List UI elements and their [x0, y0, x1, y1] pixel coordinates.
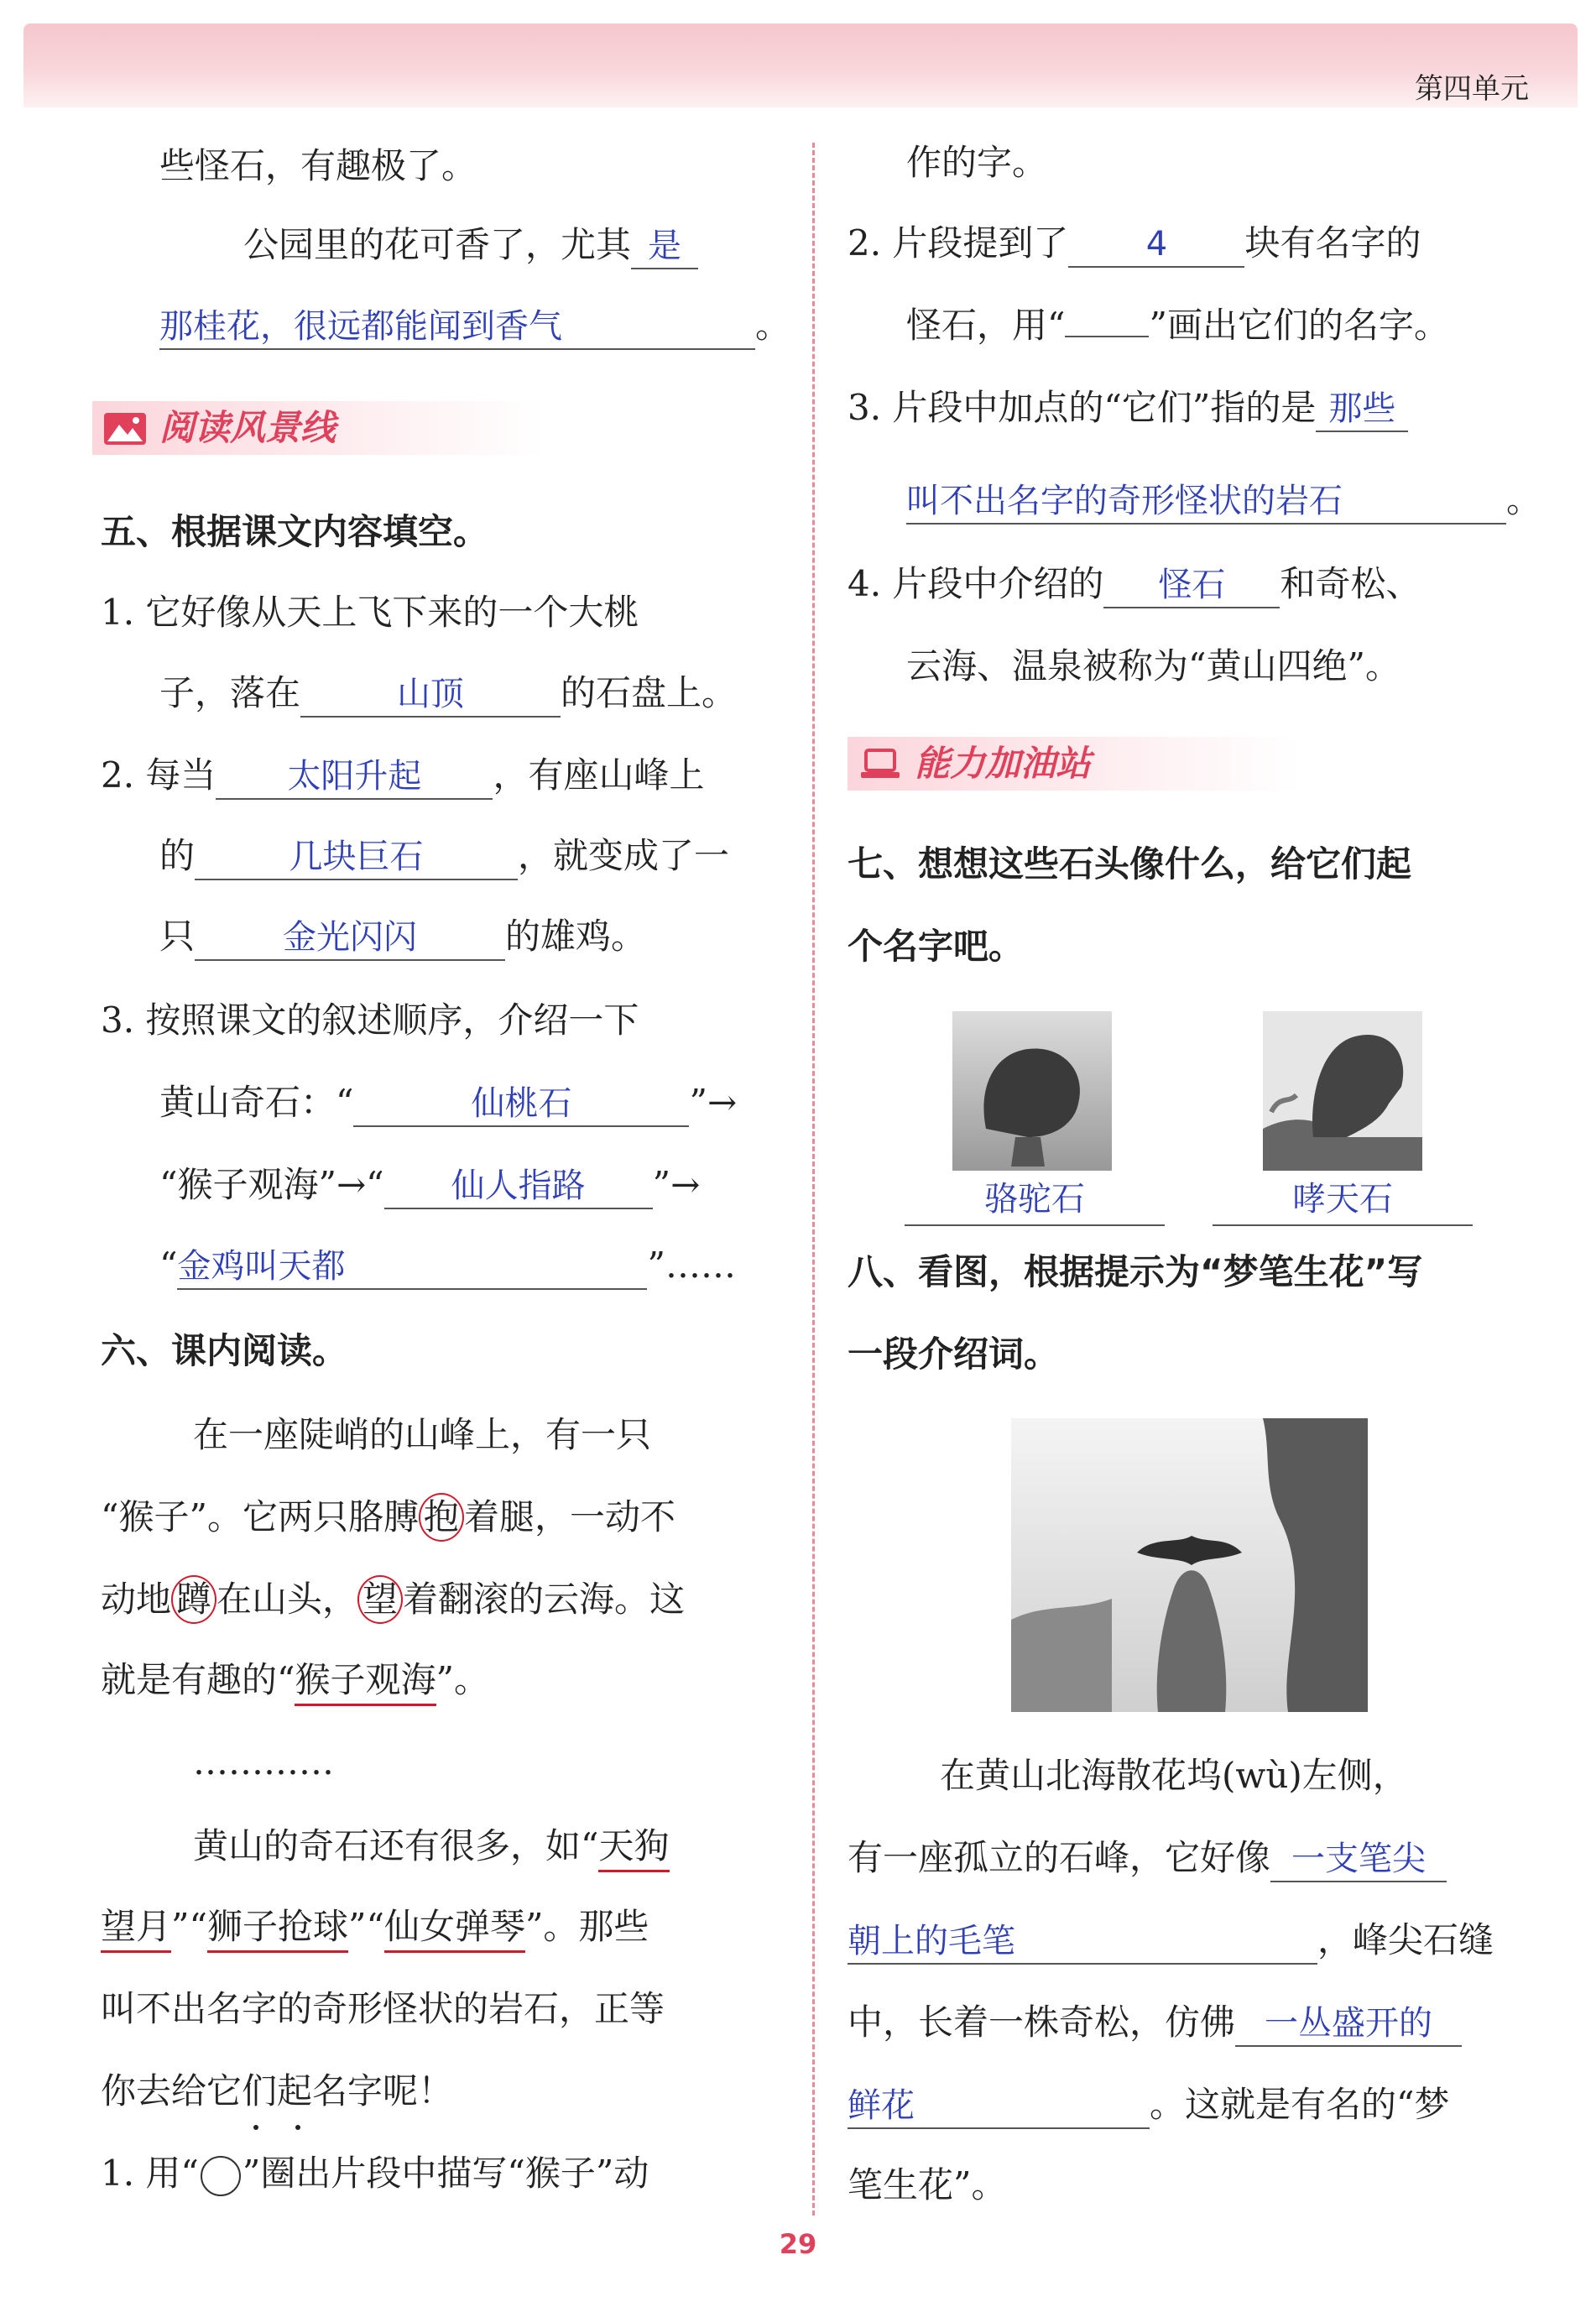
q7-title-2: 个名字吧。: [848, 926, 1025, 967]
mengbi-shenghua-photo: [1011, 1418, 1368, 1712]
stone2-answer[interactable]: 哮天石: [1213, 1173, 1473, 1226]
underlined-name-1: 猴子观海: [295, 1659, 436, 1706]
circled-char-1: 抱: [419, 1493, 464, 1542]
column-divider: [812, 143, 815, 2216]
blank-r2[interactable]: 4: [1068, 222, 1244, 268]
camel-stone-photo: [952, 1011, 1112, 1171]
passage-line-6: 黄山的奇石还有很多，如“天狗: [193, 1821, 670, 1871]
passage-line-9: 你去给它们起名字呢！: [101, 2070, 454, 2111]
section-tag-ability: 能力加油站: [848, 737, 1301, 791]
right-q4-line-2: 云海、温泉被称为“黄山四绝”。: [906, 645, 1400, 686]
blank-q5-3d[interactable]: 金鸡叫天都: [177, 1245, 647, 1290]
q7-title-1: 七、想想这些石头像什么，给它们起: [848, 843, 1412, 885]
q5-2c: 只 金光闪闪 的雄鸡。: [159, 911, 646, 962]
underlined-name-4: 仙女弹琴: [384, 1906, 525, 1953]
q8-line-1: 在黄山北海散花坞(wù)左侧，: [940, 1755, 1408, 1796]
left-line-2: 公园里的花可香了，尤其 是: [243, 220, 698, 270]
stone1-answer[interactable]: 骆驼石: [905, 1173, 1165, 1226]
blank-r12[interactable]: 鲜花: [848, 2084, 1150, 2129]
blank-q5-2b[interactable]: 几块巨石: [195, 835, 518, 880]
q8-line-4: 中，长着一株奇松，仿佛 一丛盛开的: [848, 1997, 1462, 2048]
right-q4-line-1: 4. 片段中介绍的 怪石 和奇松、: [848, 559, 1421, 609]
q5-2b: 的 几块巨石 ，就变成了一: [159, 831, 729, 881]
blank-q5-1[interactable]: 山顶: [300, 672, 561, 718]
right-q3-line-2: 叫不出名字的奇形怪状的岩石 。: [906, 475, 1541, 525]
passage-line-8: 叫不出名字的奇形怪状的岩石，正等: [101, 1988, 665, 2029]
q8-line-5: 鲜花 。这就是有名的“梦: [848, 2080, 1449, 2130]
circled-char-2: 蹲: [171, 1575, 216, 1624]
circle-symbol: [201, 2156, 241, 2196]
blank-l2[interactable]: 是: [631, 224, 698, 269]
right-line-1: 作的字。: [906, 142, 1048, 183]
circled-char-3: 望: [357, 1575, 403, 1624]
passage-line-4: 就是有趣的“猴子观海”。: [101, 1655, 489, 1705]
right-q2-line-1: 2. 片段提到了 4 块有名字的: [848, 218, 1421, 269]
blank-q5-3c[interactable]: 仙人指路: [384, 1164, 653, 1209]
blank-r10[interactable]: 朝上的毛笔: [848, 1919, 1317, 1965]
passage-line-3: 动地 蹲 在山头， 望 着翻滚的云海。这: [101, 1574, 685, 1625]
right-q3-line-1: 3. 片段中加点的“它们”指的是 那些: [848, 383, 1408, 433]
passage-ellipsis: …………: [193, 1741, 334, 1782]
blank-r9[interactable]: 一支笔尖: [1270, 1837, 1447, 1882]
q8-title-1: 八、看图，根据提示为“梦笔生花”写: [848, 1251, 1423, 1292]
q5-3b: 黄山奇石：“ 仙桃石 ”→: [159, 1078, 737, 1128]
q8-title-2: 一段介绍词。: [848, 1334, 1060, 1375]
blank-q5-3b[interactable]: 仙桃石: [353, 1082, 689, 1127]
blank-r5[interactable]: 叫不出名字的奇形怪状的岩石: [906, 479, 1506, 525]
blank-r6[interactable]: 怪石: [1103, 563, 1280, 608]
landscape-icon: [104, 413, 146, 445]
q6-1: 1. 用“ ”圈出片段中描写“猴子”动: [101, 2148, 649, 2199]
blank-r11[interactable]: 一丛盛开的: [1235, 2002, 1462, 2047]
blank-r3-marker[interactable]: [1065, 336, 1149, 337]
underlined-name-2a: 天狗: [598, 1825, 669, 1872]
q8-line-2: 有一座孤立的石峰，它好像 一支笔尖: [848, 1833, 1447, 1883]
page-number: 29: [779, 2228, 817, 2260]
passage-line-1: 在一座陡峭的山峰上，有一只: [193, 1414, 652, 1455]
blank-q5-2a[interactable]: 太阳升起: [216, 754, 493, 800]
q6-title: 六、课内阅读。: [101, 1330, 348, 1371]
xiaotian-stone-photo: [1263, 1011, 1422, 1171]
passage-line-7: 望月”“狮子抢球”“仙女弹琴”。那些: [101, 1902, 649, 1952]
q5-3d: “金鸡叫天都 ”……: [159, 1240, 736, 1291]
q5-3a: 3. 按照课文的叙述顺序，介绍一下: [101, 1000, 639, 1041]
q8-line-6: 笔生花”。: [848, 2164, 1007, 2205]
left-line-1: 些怪石，有趣极了。: [159, 145, 477, 186]
q8-line-3: 朝上的毛笔 ，峰尖石缝: [848, 1915, 1494, 1965]
emphasis-dot-1: [253, 2125, 258, 2130]
blank-r4[interactable]: 那些: [1316, 387, 1408, 432]
laptop-icon: [859, 749, 901, 780]
emphasis-dot-2: [295, 2125, 300, 2130]
blank-q5-2c[interactable]: 金光闪闪: [195, 916, 505, 961]
q5-1a: 1. 它好像从天上飞下来的一个大桃: [101, 592, 639, 633]
q5-2a: 2. 每当 太阳升起 ，有座山峰上: [101, 750, 704, 801]
unit-label: 第四单元: [1415, 72, 1529, 106]
left-line-3: 那桂花，很远都能闻到香气 。: [159, 300, 790, 351]
q5-1b: 子，落在 山顶 的石盘上。: [159, 668, 737, 718]
underlined-name-3: 狮子抢球: [207, 1906, 348, 1953]
right-q2-line-2: 怪石，用“ ”画出它们的名字。: [906, 305, 1449, 346]
underlined-name-2b: 望月: [101, 1906, 171, 1953]
blank-l3[interactable]: 那桂花，很远都能闻到香气: [159, 305, 755, 350]
section-tag-reading: 阅读风景线: [92, 401, 545, 455]
passage-line-2: “猴子”。它两只胳膊 抱 着腿，一动不: [101, 1492, 675, 1542]
q5-3c: “猴子观海”→“ 仙人指路 ”→: [159, 1160, 700, 1210]
header-band: [23, 23, 1578, 107]
q5-title: 五、根据课文内容填空。: [101, 511, 489, 552]
